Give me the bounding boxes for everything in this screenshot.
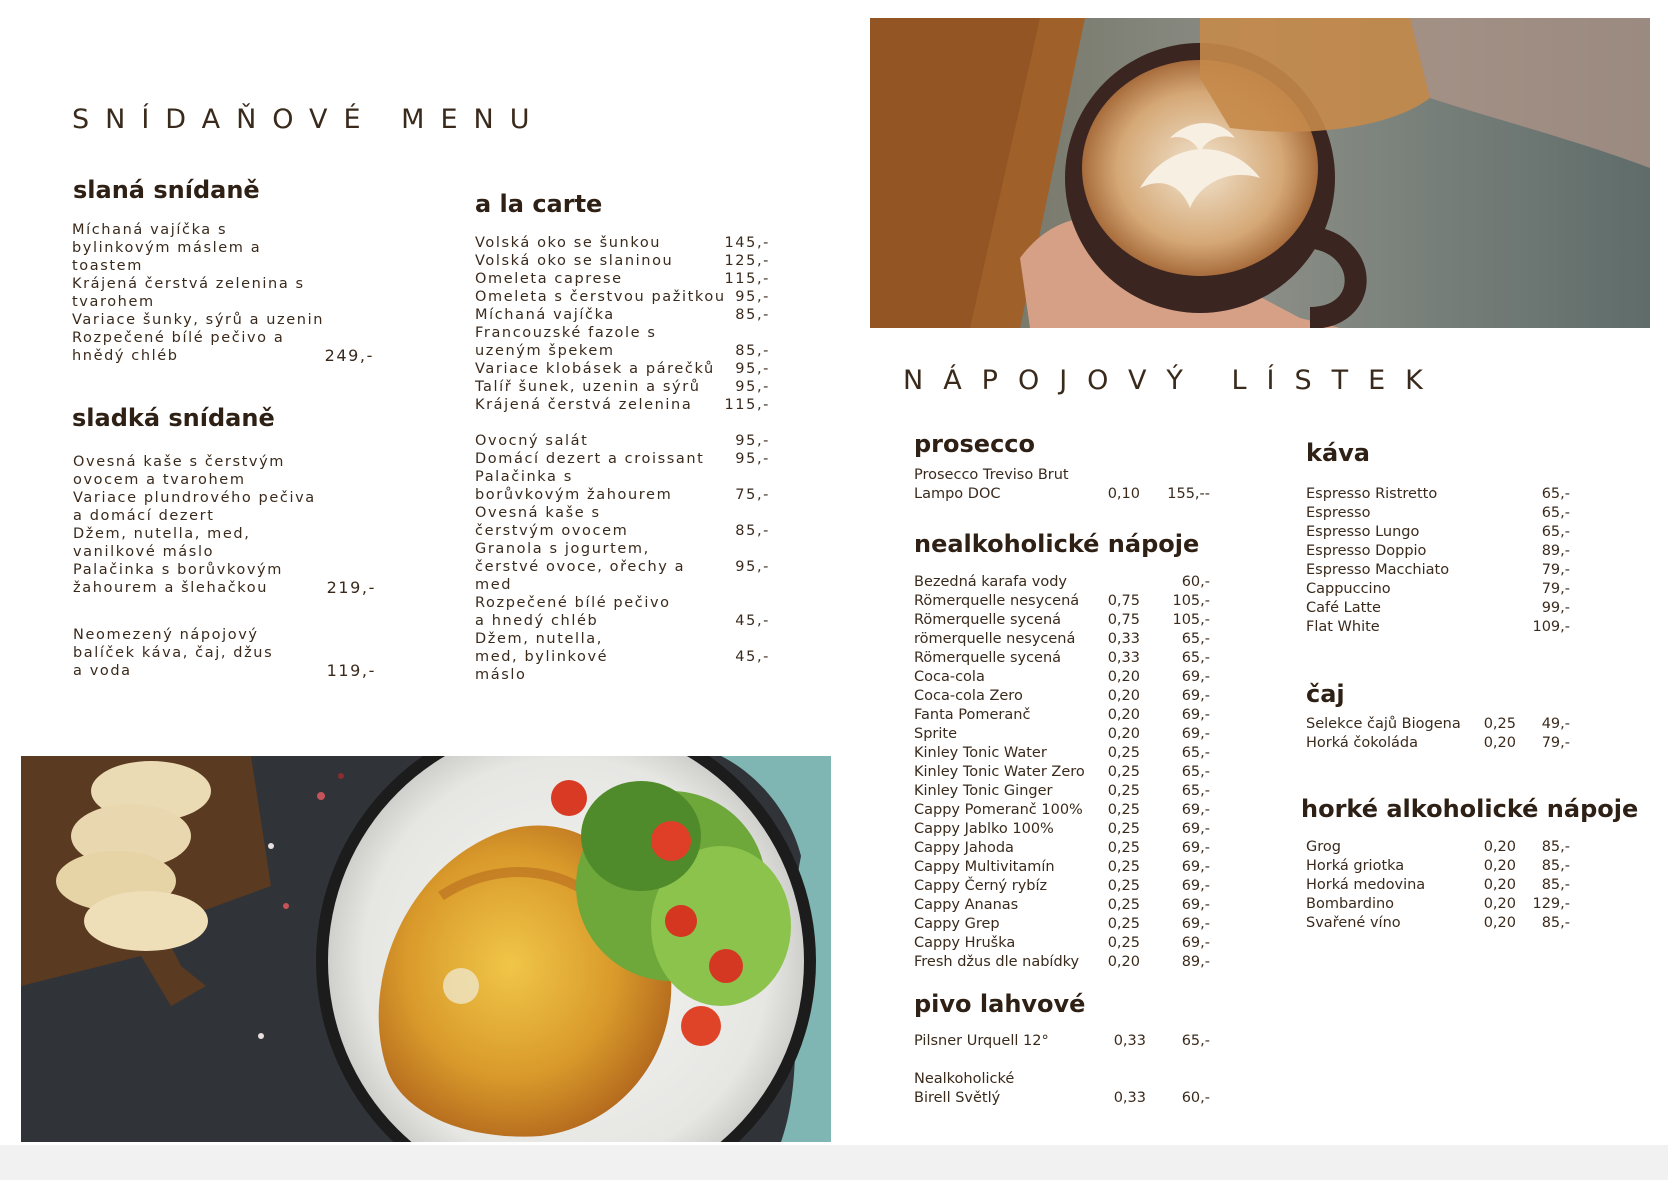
menu-item: Ovocný salát 95,- bbox=[475, 433, 770, 449]
coffee-title: káva bbox=[1306, 439, 1370, 467]
drink-item: Cappy Jahoda 0,25 69,- bbox=[914, 840, 1210, 856]
savory-breakfast-line: tvarohem bbox=[72, 294, 155, 310]
beer-title: pivo lahvové bbox=[914, 990, 1086, 1018]
drink-item: Prosecco Treviso Brut Lampo DOC 0,10 155,-- bbox=[914, 467, 1210, 502]
savory-breakfast-line: Míchaná vajíčka s bbox=[72, 222, 228, 238]
menu-item: Variace klobásek a párečků 95,- bbox=[475, 361, 770, 377]
sweet-breakfast-line: Variace plundrového pečiva bbox=[73, 490, 316, 506]
menu-item: Krájená čerstvá zelenina 115,- bbox=[475, 397, 770, 413]
hot-alcohol-title: horké alkoholické nápoje bbox=[1301, 795, 1639, 823]
drinks-package-line: balíček káva, čaj, džus bbox=[73, 645, 274, 661]
drink-item: Kinley Tonic Water 0,25 65,- bbox=[914, 745, 1210, 761]
menu-item: Granola s jogurtem, čerstvé ovoce, ořechy a med 95,- bbox=[475, 541, 770, 593]
drink-item: Coca-cola 0,20 69,- bbox=[914, 669, 1210, 685]
menu-item: Talíř šunek, uzenin a sýrů 95,- bbox=[475, 379, 770, 395]
menu-item: Volská oko se šunkou 145,- bbox=[475, 235, 770, 251]
sweet-breakfast-line: vanilkové máslo bbox=[73, 544, 215, 560]
drink-item: Horká medovina 0,20 85,- bbox=[1306, 877, 1570, 893]
drink-item: Espresso 65,- bbox=[1306, 505, 1570, 521]
savory-breakfast-line: Variace šunky, sýrů a uzenin bbox=[72, 312, 324, 328]
savory-breakfast-title: slaná snídaně bbox=[73, 176, 260, 204]
menu-item: Omeleta s čerstvou pažitkou 95,- bbox=[475, 289, 770, 305]
tea-title: čaj bbox=[1306, 680, 1345, 708]
drink-item: Sprite 0,20 69,- bbox=[914, 726, 1210, 742]
drink-item: Horká čokoláda 0,20 79,- bbox=[1306, 735, 1570, 751]
drink-item: Espresso Ristretto 65,- bbox=[1306, 486, 1570, 502]
drink-item: Cappy Multivitamín 0,25 69,- bbox=[914, 859, 1210, 875]
hot-alcohol-list bbox=[1306, 838, 1570, 933]
savory-breakfast-block bbox=[72, 221, 374, 365]
menu-item: Francouzské fazole s uzeným špekem 85,- bbox=[475, 325, 770, 359]
latte-art-illustration bbox=[870, 18, 1650, 328]
drink-item: Cappy Ananas 0,25 69,- bbox=[914, 897, 1210, 913]
sweet-breakfast-line: Palačinka s borůvkovým bbox=[73, 562, 283, 578]
tea-list bbox=[1306, 715, 1570, 753]
sweet-breakfast-line: Džem, nutella, med, bbox=[73, 526, 251, 542]
omelette-photo-illustration bbox=[21, 756, 831, 1142]
drink-item: Römerquelle sycená 0,75 105,- bbox=[914, 612, 1210, 628]
drink-item: Espresso Lungo 65,- bbox=[1306, 524, 1570, 540]
menu-item: Domácí dezert a croissant 95,- bbox=[475, 451, 770, 467]
drinks-menu-title: NÁPOJOVÝ LÍSTEK bbox=[903, 365, 1443, 396]
savory-breakfast-line: toastem bbox=[72, 258, 143, 274]
menu-item: Ovesná kaše s čerstvým ovocem 85,- bbox=[475, 505, 770, 539]
drink-item: Grog 0,20 85,- bbox=[1306, 839, 1570, 855]
latte-art-photo bbox=[870, 18, 1650, 328]
drink-item: Nealkoholické Birell Světlý 0,33 60,- bbox=[914, 1071, 1210, 1106]
drink-item: Cappy Hruška 0,25 69,- bbox=[914, 935, 1210, 951]
drinks-package-line: a voda 119,- bbox=[73, 661, 376, 680]
drink-item: Coca-cola Zero 0,20 69,- bbox=[914, 688, 1210, 704]
drink-item: Cappuccino 79,- bbox=[1306, 581, 1570, 597]
menu-item: Omeleta caprese 115,- bbox=[475, 271, 770, 287]
menu-item: Palačinka s borůvkovým žahourem 75,- bbox=[475, 469, 770, 503]
page-footer-bar bbox=[0, 1145, 1668, 1180]
sweet-breakfast-line: Ovesná kaše s čerstvým bbox=[73, 454, 286, 470]
drink-item: Flat White 109,- bbox=[1306, 619, 1570, 635]
drink-item: Café Latte 99,- bbox=[1306, 600, 1570, 616]
drink-item: Römerquelle nesycená 0,75 105,- bbox=[914, 593, 1210, 609]
drink-item: Römerquelle sycená 0,33 65,- bbox=[914, 650, 1210, 666]
drinks-package-block bbox=[73, 626, 376, 680]
omelette-photo bbox=[21, 756, 831, 1142]
menu-item: Džem, nutella, med, bylinkové máslo 45,- bbox=[475, 631, 770, 683]
drink-item: Kinley Tonic Ginger 0,25 65,- bbox=[914, 783, 1210, 799]
sweet-breakfast-title: sladká snídaně bbox=[72, 404, 275, 432]
drink-item: Cappy Černý rybíz 0,25 69,- bbox=[914, 878, 1210, 894]
drinks-package-line: Neomezený nápojový bbox=[73, 627, 259, 643]
a-la-carte-list bbox=[475, 234, 770, 683]
savory-breakfast-line: bylinkovým máslem a bbox=[72, 240, 262, 256]
drink-item: Cappy Grep 0,25 69,- bbox=[914, 916, 1210, 932]
a-la-carte-title: a la carte bbox=[475, 190, 603, 218]
savory-breakfast-price: 249,- bbox=[324, 346, 374, 365]
drink-item: römerquelle nesycená 0,33 65,- bbox=[914, 631, 1210, 647]
savory-breakfast-line: Rozpečené bílé pečivo a bbox=[72, 330, 285, 346]
prosecco-list bbox=[914, 466, 1210, 504]
savory-breakfast-line: hnědý chléb 249,- bbox=[72, 346, 374, 365]
drink-item: Kinley Tonic Water Zero 0,25 65,- bbox=[914, 764, 1210, 780]
sweet-breakfast-line: ovocem a tvarohem bbox=[73, 472, 246, 488]
sweet-breakfast-line: a domácí dezert bbox=[73, 508, 215, 524]
drink-item: Selekce čajů Biogena 0,25 49,- bbox=[1306, 716, 1570, 732]
drink-item: Fanta Pomeranč 0,20 69,- bbox=[914, 707, 1210, 723]
drink-item: Bezedná karafa vody 60,- bbox=[914, 574, 1210, 590]
menu-item: Rozpečené bílé pečivo a hnedý chléb 45,- bbox=[475, 595, 770, 629]
drink-item: Svařené víno 0,20 85,- bbox=[1306, 915, 1570, 931]
drink-item: Cappy Pomeranč 100% 0,25 69,- bbox=[914, 802, 1210, 818]
drink-item: Horká griotka 0,20 85,- bbox=[1306, 858, 1570, 874]
sweet-breakfast-line: žahourem a šlehačkou 219,- bbox=[73, 578, 376, 597]
drink-item: Espresso Macchiato 79,- bbox=[1306, 562, 1570, 578]
soft-drinks-list bbox=[914, 573, 1210, 972]
savory-breakfast-line: Krájená čerstvá zelenina s bbox=[72, 276, 305, 292]
sweet-breakfast-price: 219,- bbox=[326, 578, 376, 597]
drink-item: Fresh džus dle nabídky 0,20 89,- bbox=[914, 954, 1210, 970]
coffee-list bbox=[1306, 485, 1570, 637]
drinks-package-price: 119,- bbox=[326, 661, 376, 680]
breakfast-menu-title: SNÍDAŇOVÉ MENU bbox=[72, 104, 546, 135]
prosecco-title: prosecco bbox=[914, 430, 1036, 458]
drink-item: Pilsner Urquell 12° 0,33 65,- bbox=[914, 1033, 1210, 1049]
drink-item: Bombardino 0,20 129,- bbox=[1306, 896, 1570, 912]
menu-item: Volská oko se slaninou 125,- bbox=[475, 253, 770, 269]
beer-list bbox=[914, 1032, 1210, 1108]
drink-item: Espresso Doppio 89,- bbox=[1306, 543, 1570, 559]
menu-item: Míchaná vajíčka 85,- bbox=[475, 307, 770, 323]
drink-item: Cappy Jablko 100% 0,25 69,- bbox=[914, 821, 1210, 837]
sweet-breakfast-block bbox=[73, 453, 376, 597]
soft-drinks-title: nealkoholické nápoje bbox=[914, 530, 1200, 558]
